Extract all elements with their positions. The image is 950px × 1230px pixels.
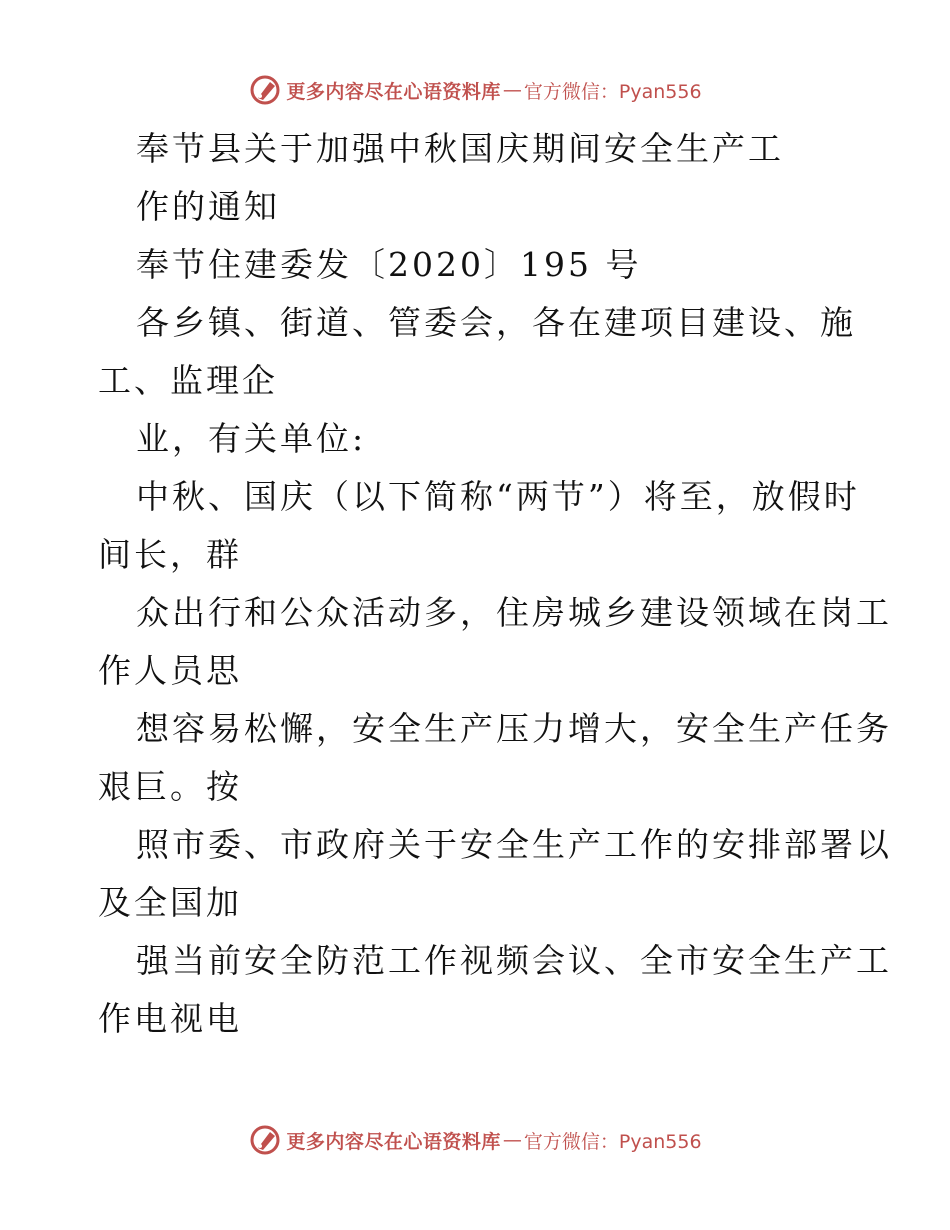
watermark-text: 更多内容尽在心语资料库 (286, 80, 501, 103)
pen-nib-logo-icon (248, 1123, 282, 1157)
watermark-text: 更多内容尽在心语资料库 (286, 1130, 501, 1153)
doc-paragraph-line: 及全国加 (98, 883, 242, 922)
footer-watermark (0, 1120, 950, 1160)
watermark-wechat: 官方微信：Pyan556 (523, 80, 702, 103)
doc-paragraph-line: 中秋、国庆（以下简称“两节”）将至，放假时 (136, 477, 860, 516)
doc-paragraph-line: 作电视电 (98, 999, 242, 1038)
doc-paragraph-line: 想容易松懈，安全生产压力增大，安全生产任务 (136, 709, 892, 748)
doc-title-line-1: 奉节县关于加强中秋国庆期间安全生产工 (136, 129, 784, 168)
doc-paragraph-line: 间长，群 (98, 535, 242, 574)
doc-paragraph-line: 强当前安全防范工作视频会议、全市安全生产工 (136, 941, 892, 980)
doc-paragraph-line: 照市委、市政府关于安全生产工作的安排部署以 (136, 825, 892, 864)
doc-title-line-2: 作的通知 (136, 187, 280, 226)
doc-recipients-1: 各乡镇、街道、管委会，各在建项目建设、施 (136, 303, 856, 342)
doc-number: 奉节住建委发〔2020〕195 号 (136, 245, 642, 284)
header-watermark (0, 70, 950, 110)
doc-recipients-3: 业，有关单位: (136, 419, 367, 458)
pen-nib-logo-icon (248, 73, 282, 107)
watermark-wechat: 官方微信：Pyan556 (523, 1130, 702, 1153)
doc-paragraph-line: 众出行和公众活动多，住房城乡建设领域在岗工 (136, 593, 892, 632)
doc-recipients-2: 工、监理企 (98, 361, 278, 400)
doc-paragraph-line: 作人员思 (98, 651, 242, 690)
watermark-dash: — (502, 79, 522, 101)
doc-paragraph-line: 艰巨。按 (98, 767, 242, 806)
watermark-dash: — (502, 1129, 522, 1151)
